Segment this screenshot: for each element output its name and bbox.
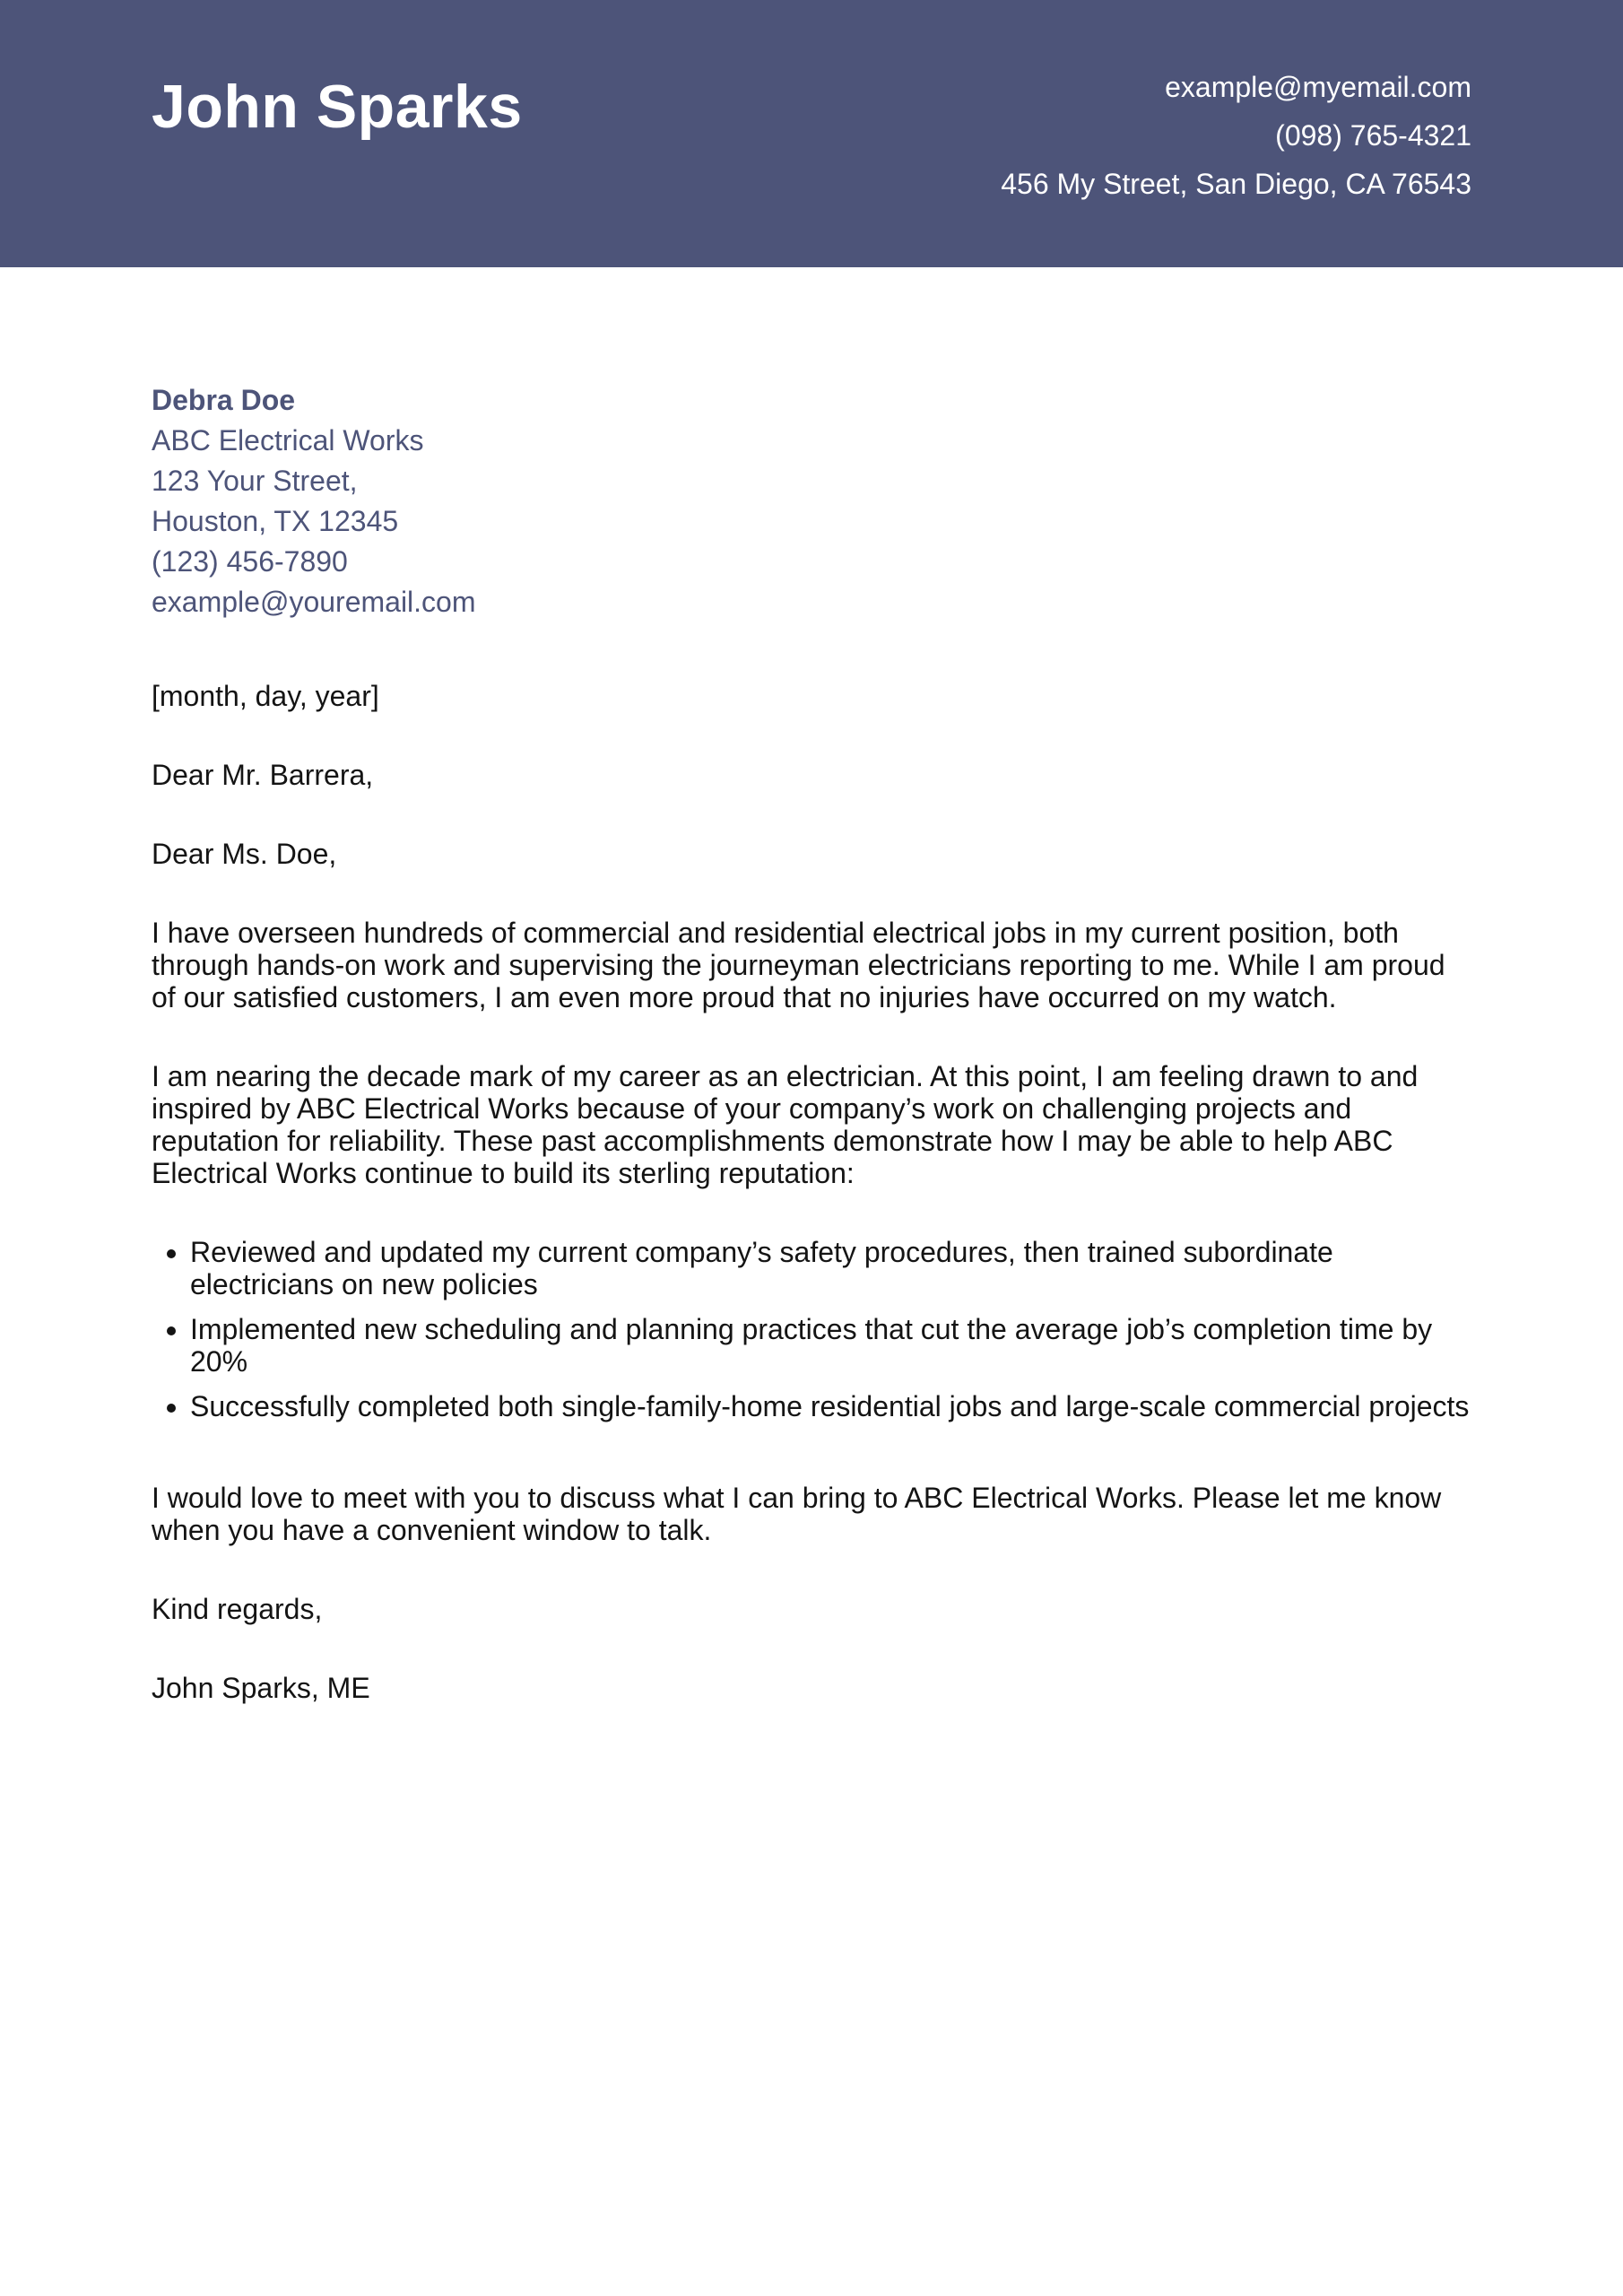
sender-contact <box>1001 63 1471 208</box>
list-item: • Implemented new scheduling and planning practices that cut the average job’s completion time by 20% <box>190 1313 1471 1378</box>
recipient-city: Houston, TX 12345 <box>152 505 399 537</box>
sender-phone: (098) 765-4321 <box>1275 119 1471 152</box>
header-band <box>0 0 1623 267</box>
recipient-phone: (123) 456-7890 <box>152 545 348 578</box>
recipient-company: ABC Electrical Works <box>152 424 424 457</box>
body-paragraph-2: I am nearing the decade mark of my career as an electrician. At this point, I am feeling drawn to and inspired by ABC Electrical Works because of your company’s work on challenging projects and reputation for reliability. These past accomplishments demonstrate how I may be able to help ABC Electrical Works continue to build its sterling reputation: <box>152 1060 1419 1189</box>
closing: Kind regards, <box>152 1593 323 1625</box>
body-paragraph-1: I have overseen hundreds of commercial and residential electrical jobs in my current position, both through hands-on work and supervising the journeyman electricians reporting to me. While I am proud of our satisfied customers, I am even more proud that no injuries have occurred on my watch. <box>152 917 1445 1013</box>
recipient-email: example@youremail.com <box>152 586 476 618</box>
letter-date: [month, day, year] <box>152 680 379 712</box>
list-item: • Reviewed and updated my current company’s safety procedures, then trained subordinate electricians on new policies <box>190 1236 1471 1300</box>
body-paragraph-3: I would love to meet with you to discuss what I can bring to ABC Electrical Works. Please let me know when you have a convenient window to talk. <box>152 1482 1442 1546</box>
accomplishments-list <box>152 1236 1471 1422</box>
sender-name: John Sparks <box>152 73 523 141</box>
letter-body <box>152 382 1471 1704</box>
list-item: • Successfully completed both single-family-home residential jobs and large-scale commercial projects <box>190 1390 1471 1422</box>
recipient-street: 123 Your Street, <box>152 465 358 497</box>
greeting-secondary: Dear Ms. Doe, <box>152 838 337 870</box>
sender-address: 456 My Street, San Diego, CA 76543 <box>1001 168 1471 200</box>
sender-email: example@myemail.com <box>1165 71 1471 103</box>
greeting-primary: Dear Mr. Barrera, <box>152 759 374 791</box>
recipient-block <box>152 380 1471 622</box>
recipient-name: Debra Doe <box>152 384 296 416</box>
signature: John Sparks, ME <box>152 1672 370 1704</box>
